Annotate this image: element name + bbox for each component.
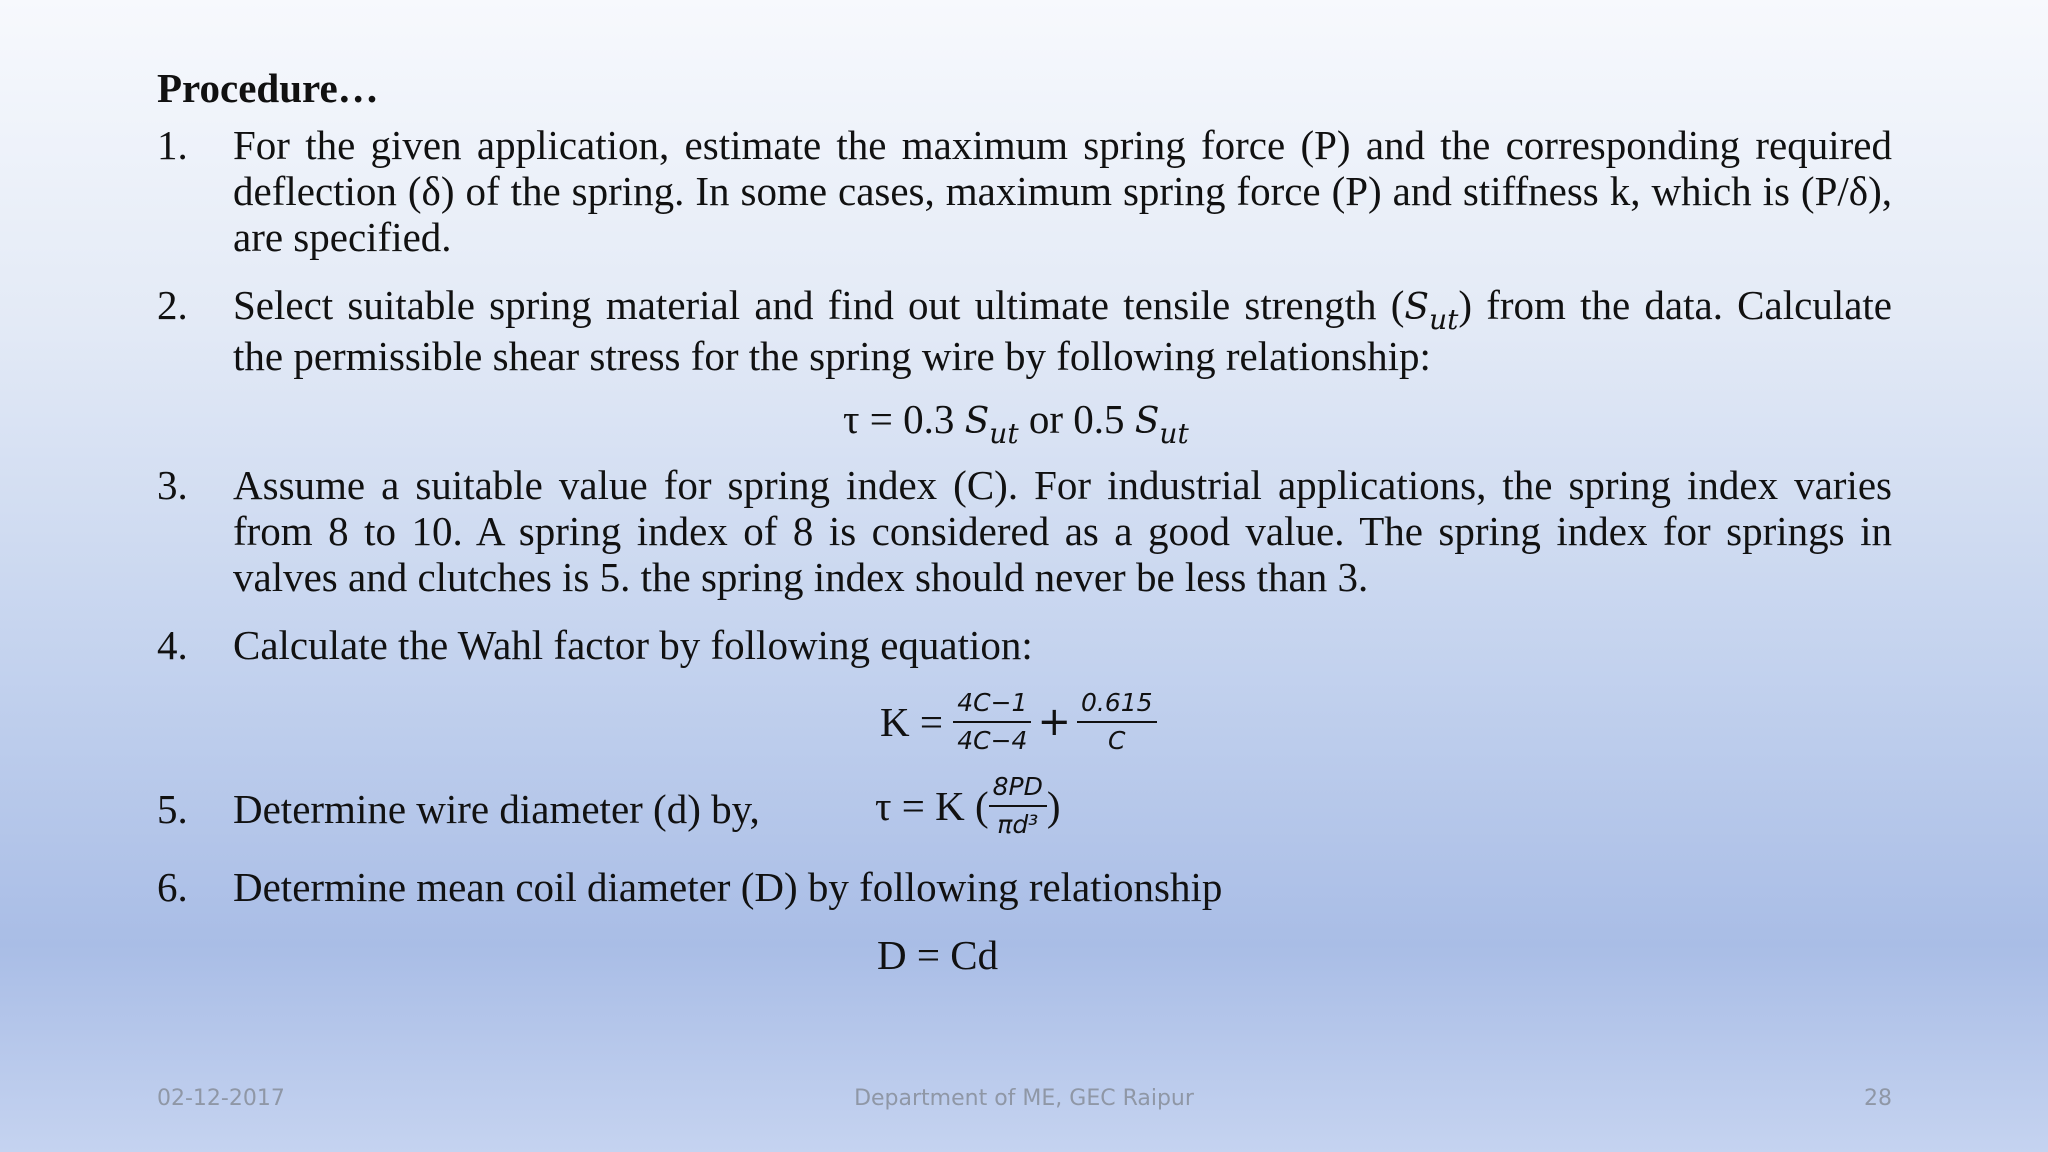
fraction	[1077, 688, 1157, 756]
fraction-denominator: 4C−4	[957, 726, 1028, 755]
plus-sign: +	[1037, 699, 1071, 745]
formula-text: K =	[880, 699, 954, 745]
step-4	[157, 622, 1892, 668]
footer-date: 02-12-2017	[157, 1086, 285, 1111]
fraction-denominator: C	[1108, 726, 1126, 755]
wahl-factor-formula	[880, 688, 1157, 756]
step-2	[157, 282, 1892, 379]
step-number: 3.	[157, 462, 188, 508]
step-text-part: ) from the data. Calculate the permissible shear stress for the spring wire by following relationship:	[233, 282, 1892, 379]
step-text-part: Select suitable spring material and find out ultimate tensile strength (	[233, 282, 1405, 328]
formula-text: )	[1046, 783, 1061, 829]
fraction-numerator: 4C−1	[953, 688, 1031, 723]
step-text: Determine mean coil diameter (D) by following relationship	[233, 864, 1223, 910]
sut-symbol: S	[1404, 287, 1430, 328]
fraction-denominator: πd³	[997, 810, 1039, 839]
slide-number: 28	[1864, 1086, 1892, 1111]
formula-symbol: S	[1134, 401, 1160, 442]
fraction	[953, 688, 1031, 756]
step-text: Determine wire diameter (d) by,	[233, 786, 760, 832]
step-6	[157, 864, 1892, 910]
shear-stress-formula	[843, 396, 1189, 450]
formula-symbol: S	[964, 401, 990, 442]
fraction	[989, 772, 1047, 840]
step-text: For the given application, estimate the maximum spring force (P) and the corresponding required deflection (δ) of the spring. In some cases, maximum spring force (P) and stiffness k, which is (P/δ), are specified.	[233, 122, 1892, 260]
step-number: 6.	[157, 864, 188, 910]
formula-subscript: ut	[1159, 417, 1189, 450]
sut-subscript: ut	[1429, 303, 1459, 336]
slide-heading: Procedure…	[157, 65, 379, 111]
footer-department: Department of ME, GEC Raipur	[854, 1086, 1194, 1111]
coil-diameter-formula: D = Cd	[877, 932, 999, 978]
wire-diameter-formula	[875, 772, 1061, 840]
formula-text: τ = 0.3	[843, 396, 965, 442]
fraction-numerator: 0.615	[1077, 688, 1157, 723]
step-number: 1.	[157, 122, 188, 168]
formula-text: or 0.5	[1018, 396, 1135, 442]
step-number: 5.	[157, 786, 188, 832]
step-3	[157, 462, 1892, 600]
fraction-numerator: 8PD	[989, 772, 1047, 807]
formula-text: τ = K (	[875, 783, 989, 829]
step-text: Assume a suitable value for spring index (C). For industrial applications, the spring index varies from 8 to 10. A spring index of 8 is considered as a good value. The spring index for springs in valves and clutches is 5. the spring index should never be less than 3.	[233, 462, 1892, 600]
step-number: 4.	[157, 622, 188, 668]
step-number: 2.	[157, 282, 188, 328]
step-text: Calculate the Wahl factor by following equation:	[233, 622, 1033, 668]
step-text	[233, 282, 1892, 379]
formula-subscript: ut	[989, 417, 1019, 450]
step-1	[157, 122, 1892, 260]
